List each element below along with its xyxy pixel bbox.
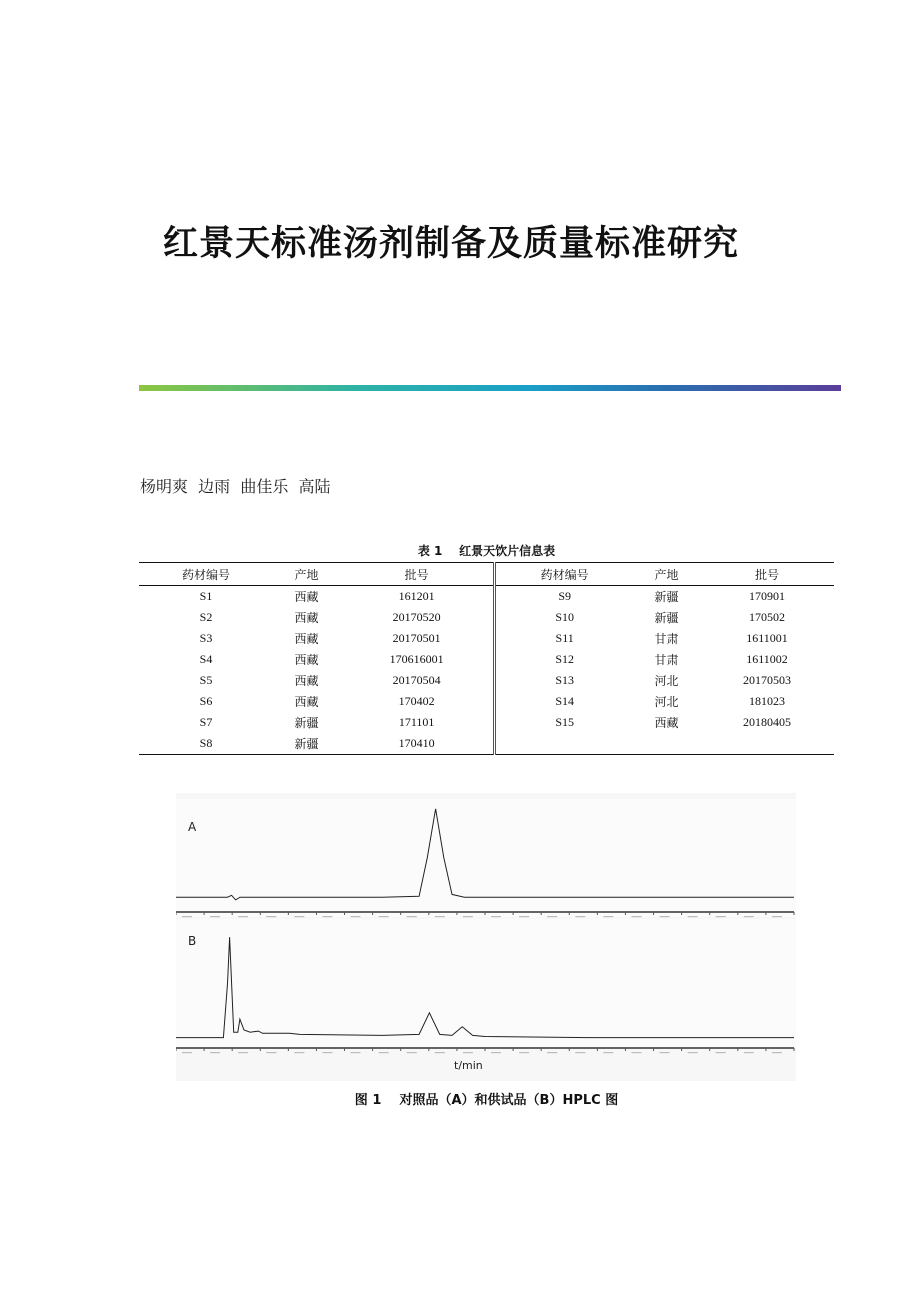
table-cell: 西藏 bbox=[294, 590, 319, 604]
col-header: 药材编号 bbox=[139, 563, 273, 586]
table-row bbox=[139, 607, 834, 628]
table-cell: S13 bbox=[555, 673, 575, 687]
table-cell: 新疆 bbox=[273, 733, 340, 755]
table-cell: 甘肃 bbox=[654, 653, 679, 667]
table-cell: 170410 bbox=[340, 733, 495, 755]
table-cell: S6 bbox=[199, 694, 213, 708]
x-tick-label-mark bbox=[351, 916, 361, 917]
x-tick-label-mark bbox=[547, 1052, 557, 1053]
table-cell: 20170501 bbox=[340, 628, 495, 649]
page-title: 红景天标准汤剂制备及质量标准研究 bbox=[163, 223, 740, 264]
panel-b-frame bbox=[176, 919, 796, 1047]
table-cell bbox=[495, 733, 633, 755]
x-tick-label-mark bbox=[716, 916, 726, 917]
table-cell: 河北 bbox=[654, 674, 679, 688]
table-cell: S5 bbox=[199, 673, 213, 687]
table-cell: S9 bbox=[558, 589, 572, 603]
table-header-row bbox=[139, 563, 834, 586]
table-row bbox=[139, 628, 834, 649]
table-row bbox=[139, 691, 834, 712]
table-cell: S1 bbox=[199, 589, 213, 603]
col-header: 产地 bbox=[633, 563, 700, 586]
table-cell: S8 bbox=[139, 733, 273, 755]
x-tick-label-mark bbox=[266, 916, 276, 917]
x-tick-label-mark bbox=[435, 1052, 445, 1053]
x-tick-label-mark bbox=[688, 916, 698, 917]
x-tick-label-mark bbox=[407, 1052, 417, 1053]
table-cell bbox=[700, 733, 834, 755]
x-tick-label-mark bbox=[322, 1052, 332, 1053]
panel-b-label: B bbox=[188, 934, 197, 948]
x-tick-label-mark bbox=[238, 1052, 248, 1053]
table-cell: S12 bbox=[555, 652, 575, 666]
table-cell: 20170504 bbox=[340, 670, 495, 691]
table-cell: 西藏 bbox=[294, 632, 319, 646]
table-cell: 20180405 bbox=[743, 715, 791, 729]
x-tick-label-mark bbox=[491, 916, 501, 917]
x-tick-label-mark bbox=[463, 916, 473, 917]
x-tick-label-mark bbox=[210, 916, 220, 917]
table-cell: 1611002 bbox=[746, 652, 788, 666]
x-tick-label-mark bbox=[210, 1052, 220, 1053]
table-cell: 170901 bbox=[749, 589, 785, 603]
authors: 杨明爽 边雨 曲佳乐 高陆 bbox=[140, 477, 331, 496]
table-cell: S11 bbox=[555, 631, 574, 645]
x-tick-label-mark bbox=[631, 1052, 641, 1053]
hplc-chart bbox=[176, 793, 796, 1081]
table-cell: 西藏 bbox=[294, 611, 319, 625]
table-cell: 西藏 bbox=[294, 653, 319, 667]
table-cell: 河北 bbox=[654, 695, 679, 709]
x-tick-label-mark bbox=[575, 916, 585, 917]
x-tick-label-mark bbox=[631, 916, 641, 917]
x-tick-label-mark bbox=[294, 1052, 304, 1053]
x-tick-label-mark bbox=[519, 916, 529, 917]
table-cell: 20170503 bbox=[743, 673, 791, 687]
x-tick-label-mark bbox=[266, 1052, 276, 1053]
x-tick-label-mark bbox=[772, 1052, 782, 1053]
table-cell: 甘肃 bbox=[654, 632, 679, 646]
table-row bbox=[139, 712, 834, 733]
x-tick-label-mark bbox=[660, 916, 670, 917]
table-cell: S4 bbox=[199, 652, 213, 666]
x-tick-label-mark bbox=[463, 1052, 473, 1053]
x-tick-label-mark bbox=[407, 916, 417, 917]
table-cell: 20170520 bbox=[340, 607, 495, 628]
x-tick-label-mark bbox=[660, 1052, 670, 1053]
x-tick-label-mark bbox=[294, 916, 304, 917]
table-row bbox=[139, 733, 834, 755]
x-tick-label-mark bbox=[575, 1052, 585, 1053]
table-cell: 西藏 bbox=[294, 674, 319, 688]
x-tick-label-mark bbox=[603, 1052, 613, 1053]
x-tick-label-mark bbox=[379, 1052, 389, 1053]
table-cell: 170402 bbox=[340, 691, 495, 712]
table-cell: S10 bbox=[555, 610, 575, 624]
x-tick-label-mark bbox=[379, 916, 389, 917]
x-tick-label-mark bbox=[322, 916, 332, 917]
table-cell: S15 bbox=[555, 715, 575, 729]
table-cell: 1611001 bbox=[746, 631, 788, 645]
table-cell: 新疆 bbox=[294, 716, 319, 730]
table-cell: 西藏 bbox=[654, 716, 679, 730]
x-axis-label: t/min bbox=[454, 1059, 483, 1072]
x-tick-label-mark bbox=[744, 1052, 754, 1053]
table-cell: 161201 bbox=[340, 586, 495, 608]
table-cell: 181023 bbox=[749, 694, 785, 708]
x-tick-label-mark bbox=[547, 916, 557, 917]
x-tick-label-mark bbox=[351, 1052, 361, 1053]
table-cell: 新疆 bbox=[654, 611, 679, 625]
table-row bbox=[139, 670, 834, 691]
table-caption: 表 1 红景天饮片信息表 bbox=[417, 544, 556, 558]
x-tick-label-mark bbox=[182, 1052, 192, 1053]
table-cell: 170616001 bbox=[340, 649, 495, 670]
table-row bbox=[139, 586, 834, 608]
table-cell: 170502 bbox=[749, 610, 785, 624]
table-cell: S2 bbox=[199, 610, 213, 624]
col-header: 产地 bbox=[273, 563, 340, 586]
table-cell: 171101 bbox=[340, 712, 495, 733]
x-tick-label-mark bbox=[238, 916, 248, 917]
hplc-figure bbox=[176, 793, 796, 1081]
x-tick-label-mark bbox=[688, 1052, 698, 1053]
table-cell: S3 bbox=[199, 631, 213, 645]
x-tick-label-mark bbox=[435, 916, 445, 917]
table-row bbox=[139, 649, 834, 670]
col-header: 批号 bbox=[700, 563, 834, 586]
table-cell: 西藏 bbox=[294, 695, 319, 709]
table-cell: S14 bbox=[555, 694, 575, 708]
x-tick-label-mark bbox=[519, 1052, 529, 1053]
x-tick-label-mark bbox=[744, 916, 754, 917]
title-divider bbox=[139, 385, 841, 391]
col-header: 药材编号 bbox=[495, 563, 633, 586]
panel-a-frame bbox=[176, 799, 796, 917]
herb-info-table bbox=[139, 562, 834, 755]
x-tick-label-mark bbox=[716, 1052, 726, 1053]
x-tick-label-mark bbox=[603, 916, 613, 917]
figure-caption: 图 1 对照品（A）和供试品（B）HPLC 图 bbox=[354, 1093, 619, 1108]
x-tick-label-mark bbox=[182, 916, 192, 917]
x-tick-label-mark bbox=[491, 1052, 501, 1053]
table-cell bbox=[633, 733, 700, 755]
x-tick-label-mark bbox=[772, 916, 782, 917]
table-cell: 新疆 bbox=[654, 590, 679, 604]
col-header: 批号 bbox=[340, 563, 495, 586]
panel-a-label: A bbox=[188, 820, 197, 834]
table-cell: S7 bbox=[199, 715, 213, 729]
